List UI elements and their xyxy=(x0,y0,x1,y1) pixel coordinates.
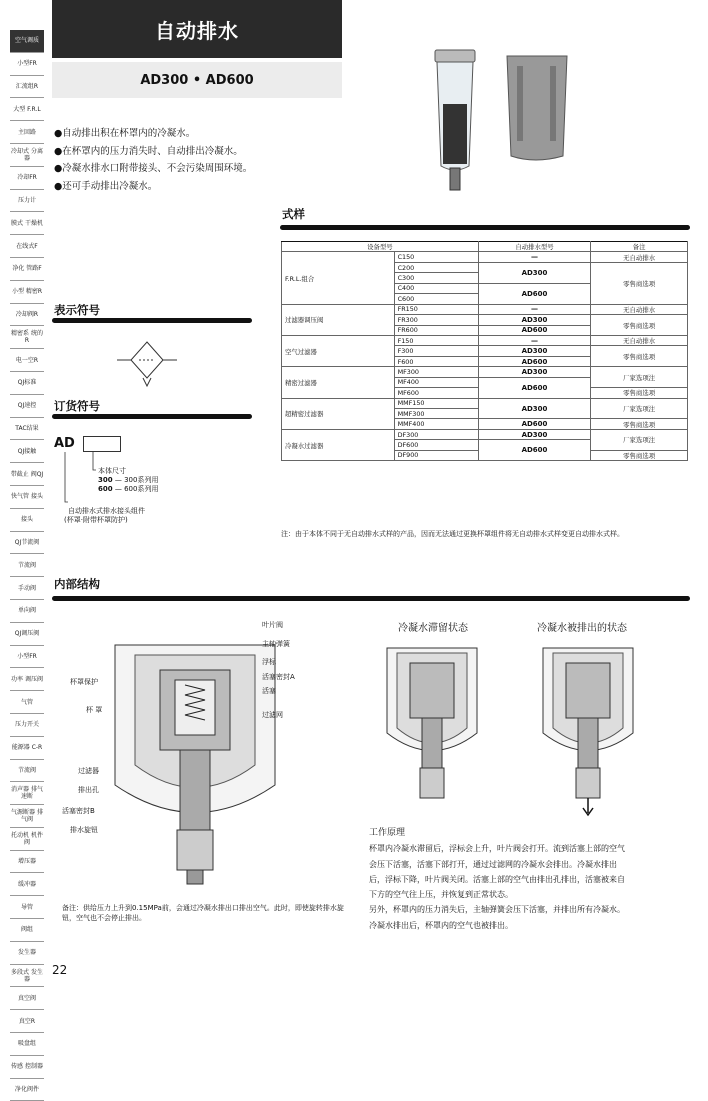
page-title: 自动排水 xyxy=(52,0,342,58)
table-row xyxy=(282,335,688,345)
model-cell: MMF400 xyxy=(394,419,478,429)
order-assembly: 自动排水式排水接头组件 xyxy=(68,507,145,515)
sidebar-item[interactable]: 托动机 机件阀 xyxy=(10,828,44,851)
principle-line: 冷凝水排出后，杯罩内的空气也被排出。 xyxy=(369,920,513,930)
structure-label: 活塞密封B xyxy=(62,807,95,815)
model-cell: DF600 xyxy=(394,440,478,450)
principle-line: 另外，杯罩内的压力消失后，主轴弹簧会压下活塞，并排出所有冷凝水。 xyxy=(369,905,625,915)
remark-cell: 厂家选项注 xyxy=(591,429,688,450)
rule xyxy=(52,596,690,601)
structure-label: 活塞密封A xyxy=(262,673,295,681)
sidebar-item[interactable]: 真空阀 xyxy=(10,987,44,1010)
drain-model-cell: — xyxy=(478,335,591,345)
sidebar-item[interactable]: 节流阀 xyxy=(10,554,44,577)
sidebar-item[interactable]: 气源断器 排气阀 xyxy=(10,805,44,828)
model-cell: F150 xyxy=(394,335,478,345)
structure-label: 过滤网 xyxy=(262,711,283,719)
model-subtitle: AD300 • AD600 xyxy=(52,62,342,98)
state-retained-title: 冷凝水滞留状态 xyxy=(398,623,468,634)
sidebar-item[interactable]: 大型 F.R.L xyxy=(10,98,44,121)
table-row xyxy=(282,429,688,439)
order-size-600: 600系列用 xyxy=(124,485,159,493)
rule xyxy=(280,225,690,230)
sidebar-item[interactable]: TAC结果 xyxy=(10,418,44,441)
sidebar-item[interactable]: 空气调质 xyxy=(10,30,44,53)
sidebar-item[interactable]: 冷却式 分离器 xyxy=(10,144,44,167)
drain-model-cell: AD300 xyxy=(478,398,591,419)
sidebar-item[interactable]: QJ调压阀 xyxy=(10,623,44,646)
drain-symbol-icon xyxy=(117,340,177,390)
sidebar-item[interactable]: 压力计 xyxy=(10,190,44,213)
order-size-600-code: 600 xyxy=(98,485,113,493)
sidebar-item[interactable]: 膜式 干燥机 xyxy=(10,212,44,235)
sidebar-item[interactable]: 传感 控制器 xyxy=(10,1056,44,1079)
sidebar-item[interactable]: 带截止 阀QJ xyxy=(10,463,44,486)
model-cell: C600 xyxy=(394,294,478,304)
structure-label: 主轴弹簧 xyxy=(262,640,290,648)
bottom-note: 备注：供给压力上升到0.15MPa前，会通过冷凝水排出口排出空气。此时，即使旋转排水旋钮，空气也不会停止排出。 xyxy=(62,904,344,922)
model-cell: C150 xyxy=(394,252,478,262)
principle-text xyxy=(369,826,689,933)
drain-model-cell: AD300 xyxy=(478,315,591,325)
table-row xyxy=(282,398,688,408)
spec-table xyxy=(281,241,688,461)
rule xyxy=(52,414,252,419)
sidebar-item[interactable]: 手动阀 xyxy=(10,577,44,600)
category-cell: 空气过滤器 xyxy=(282,335,395,366)
order-code-box xyxy=(83,436,121,452)
principle-line: 下方的空气往上压，并恢复到正常状态。 xyxy=(369,890,513,900)
sidebar-item[interactable]: 电一空R xyxy=(10,349,44,372)
sidebar-item[interactable]: 缓冲器 xyxy=(10,873,44,896)
model-cell: F600 xyxy=(394,356,478,366)
cross-section-diagram xyxy=(105,625,285,885)
model-cell: DF900 xyxy=(394,450,478,460)
order-size-300: 300系列用 xyxy=(124,476,159,484)
sidebar-item[interactable]: 多段式 发生器 xyxy=(10,965,44,988)
drain-model-cell: AD600 xyxy=(478,283,591,304)
drain-model-cell: AD600 xyxy=(478,440,591,461)
state-retained-diagram xyxy=(382,643,482,803)
table-header-row xyxy=(282,242,688,252)
symbol-title: 表示符号 xyxy=(54,303,100,317)
structure-label: 浮标 xyxy=(262,658,276,666)
remark-cell: 无自动排水 xyxy=(591,304,688,314)
sidebar-item[interactable]: QJ速控 xyxy=(10,395,44,418)
feature-list xyxy=(54,125,252,195)
sidebar-item[interactable]: QJ节流阀 xyxy=(10,532,44,555)
sidebar-item[interactable]: 真空R xyxy=(10,1010,44,1033)
remark-cell: 零售商选项 xyxy=(591,315,688,336)
model-cell: FR150 xyxy=(394,304,478,314)
remark-cell: 无自动排水 xyxy=(591,335,688,345)
order-size-300-code: 300 xyxy=(98,476,113,484)
model-cell: DF300 xyxy=(394,429,478,439)
sidebar-item[interactable]: 吸盘组 xyxy=(10,1033,44,1056)
sidebar-item[interactable]: 净化 管路F xyxy=(10,258,44,281)
sidebar-item[interactable]: 节流阀 xyxy=(10,760,44,783)
remark-cell: 无自动排水 xyxy=(591,252,688,262)
drain-model-cell: AD300 xyxy=(478,367,591,377)
category-cell: 超精密过滤器 xyxy=(282,398,395,429)
principle-line: 会压下活塞，活塞下部打开，通过过滤网的冷凝水会排出。冷凝水排出 xyxy=(369,859,617,869)
sidebar-item[interactable]: QJ接触 xyxy=(10,440,44,463)
feature-item: ●还可手动排出冷凝水。 xyxy=(54,180,158,192)
structure-title: 内部结构 xyxy=(54,577,100,591)
structure-label: 杯 罩 xyxy=(86,706,103,714)
drain-model-cell: — xyxy=(478,304,591,314)
column-header: 设备型号 xyxy=(282,242,479,252)
page-number: 22 xyxy=(52,963,68,977)
sidebar-item[interactable]: 接头 xyxy=(10,509,44,532)
model-cell: FR600 xyxy=(394,325,478,335)
principle-title: 工作原理 xyxy=(369,828,406,838)
spec-note: 注：由于本体不同于无自动排水式样的产品，因而无法通过更换杯罩组件将无自动排水式样变更自动排水式样。 xyxy=(281,530,624,538)
spec-title: 式样 xyxy=(282,207,305,221)
sidebar-item[interactable]: 快气管 接头 xyxy=(10,486,44,509)
sidebar-item[interactable]: 发生器 xyxy=(10,942,44,965)
order-prefix: AD xyxy=(54,436,75,451)
principle-line: 后，浮标下降，叶片阀关闭。活塞上部的空气由排出孔排出，活塞被来自 xyxy=(369,874,625,884)
sidebar-item[interactable]: 主回路 xyxy=(10,121,44,144)
category-cell: 精密过滤器 xyxy=(282,367,395,398)
sidebar-item[interactable]: 功率 调压阀 xyxy=(10,668,44,691)
sidebar-item[interactable]: 导管 xyxy=(10,896,44,919)
remark-cell: 零售商选项 xyxy=(591,346,688,367)
drain-model-cell: — xyxy=(478,252,591,262)
model-cell: FR300 xyxy=(394,315,478,325)
state-draining-diagram xyxy=(538,643,638,818)
remark-cell: 厂家选项注 xyxy=(591,398,688,419)
column-header: 备注 xyxy=(591,242,688,252)
sidebar-item[interactable]: 冷却FR xyxy=(10,167,44,190)
structure-label: 叶片阀 xyxy=(262,621,283,629)
drain-model-cell: AD600 xyxy=(478,356,591,366)
remark-cell: 零售商选项 xyxy=(591,419,688,429)
structure-label: 过滤器 xyxy=(78,767,99,775)
category-cell: 冷凝水过滤器 xyxy=(282,429,395,460)
remark-cell: 零售商选项 xyxy=(591,450,688,460)
remark-cell: 厂家选项注 xyxy=(591,367,688,388)
state-draining-title: 冷凝水被排出的状态 xyxy=(537,623,627,634)
sidebar-item[interactable]: 冷却阀R xyxy=(10,304,44,327)
structure-label: 排出孔 xyxy=(78,786,99,794)
remark-cell: 零售商选项 xyxy=(591,262,688,304)
drain-model-cell: AD300 xyxy=(478,346,591,356)
remark-cell: 零售商选项 xyxy=(591,388,688,398)
model-cell: MF300 xyxy=(394,367,478,377)
drain-model-cell: AD600 xyxy=(478,325,591,335)
table-row xyxy=(282,367,688,377)
order-lines xyxy=(60,452,100,512)
model-cell: F300 xyxy=(394,346,478,356)
model-cell: MF600 xyxy=(394,388,478,398)
drain-model-cell: AD300 xyxy=(478,429,591,439)
order-title: 订货符号 xyxy=(54,399,100,413)
feature-item: ●在杯罩内的压力消失时、自动排出冷凝水。 xyxy=(54,145,243,157)
rule xyxy=(52,318,252,323)
sidebar-item[interactable]: 在线式F xyxy=(10,235,44,258)
order-size-label: 本体尺寸 xyxy=(98,467,126,475)
order-assembly-note: (杯罩·附带杯罩防护) xyxy=(64,516,128,524)
sidebar-item[interactable]: 单向阀 xyxy=(10,600,44,623)
principle-line: 杯罩内冷凝水滞留后，浮标会上升，叶片阀会打开。流到活塞上部的空气 xyxy=(369,844,625,854)
structure-label: 活塞 xyxy=(262,687,276,695)
category-cell: F.R.L.组合 xyxy=(282,252,395,304)
sidebar-item[interactable]: 阀组 xyxy=(10,919,44,942)
model-cell: C200 xyxy=(394,262,478,272)
product-image xyxy=(425,46,575,196)
model-cell: MMF300 xyxy=(394,409,478,419)
sidebar-item[interactable]: 压力开关 xyxy=(10,714,44,737)
structure-label: 排水旋钮 xyxy=(70,826,98,834)
sidebar-item[interactable]: 汇流组R xyxy=(10,76,44,99)
model-cell: C300 xyxy=(394,273,478,283)
category-cell: 过滤器调压阀 xyxy=(282,304,395,335)
structure-label: 杯罩保护 xyxy=(70,678,98,686)
table-row xyxy=(282,252,688,262)
sidebar-item[interactable]: 小型FR xyxy=(10,53,44,76)
sidebar-item[interactable]: 能源器 C-R xyxy=(10,737,44,760)
drain-model-cell: AD300 xyxy=(478,262,591,283)
feature-item: ●冷凝水排水口附带接头、不会污染周围环境。 xyxy=(54,163,253,174)
sidebar xyxy=(10,30,44,1101)
column-header: 自动排水型号 xyxy=(478,242,591,252)
model-cell: MF400 xyxy=(394,377,478,387)
sidebar-item[interactable]: 精密系 统的R xyxy=(10,326,44,349)
drain-model-cell: AD600 xyxy=(478,377,591,398)
sidebar-item[interactable]: 小型FR xyxy=(10,646,44,669)
sidebar-item[interactable]: 小型 精密R xyxy=(10,281,44,304)
sidebar-item[interactable]: 净化阀件 xyxy=(10,1079,44,1101)
feature-item: ●自动排出积在杯罩内的冷凝水。 xyxy=(54,128,196,139)
table-row xyxy=(282,304,688,314)
sidebar-item[interactable]: QJ标准 xyxy=(10,372,44,395)
model-cell: C400 xyxy=(394,283,478,293)
sidebar-item[interactable]: 增压器 xyxy=(10,851,44,874)
sidebar-item[interactable]: 消声器 排气速断 xyxy=(10,782,44,805)
model-cell: MMF150 xyxy=(394,398,478,408)
drain-model-cell: AD600 xyxy=(478,419,591,429)
sidebar-item[interactable]: 气管 xyxy=(10,691,44,714)
